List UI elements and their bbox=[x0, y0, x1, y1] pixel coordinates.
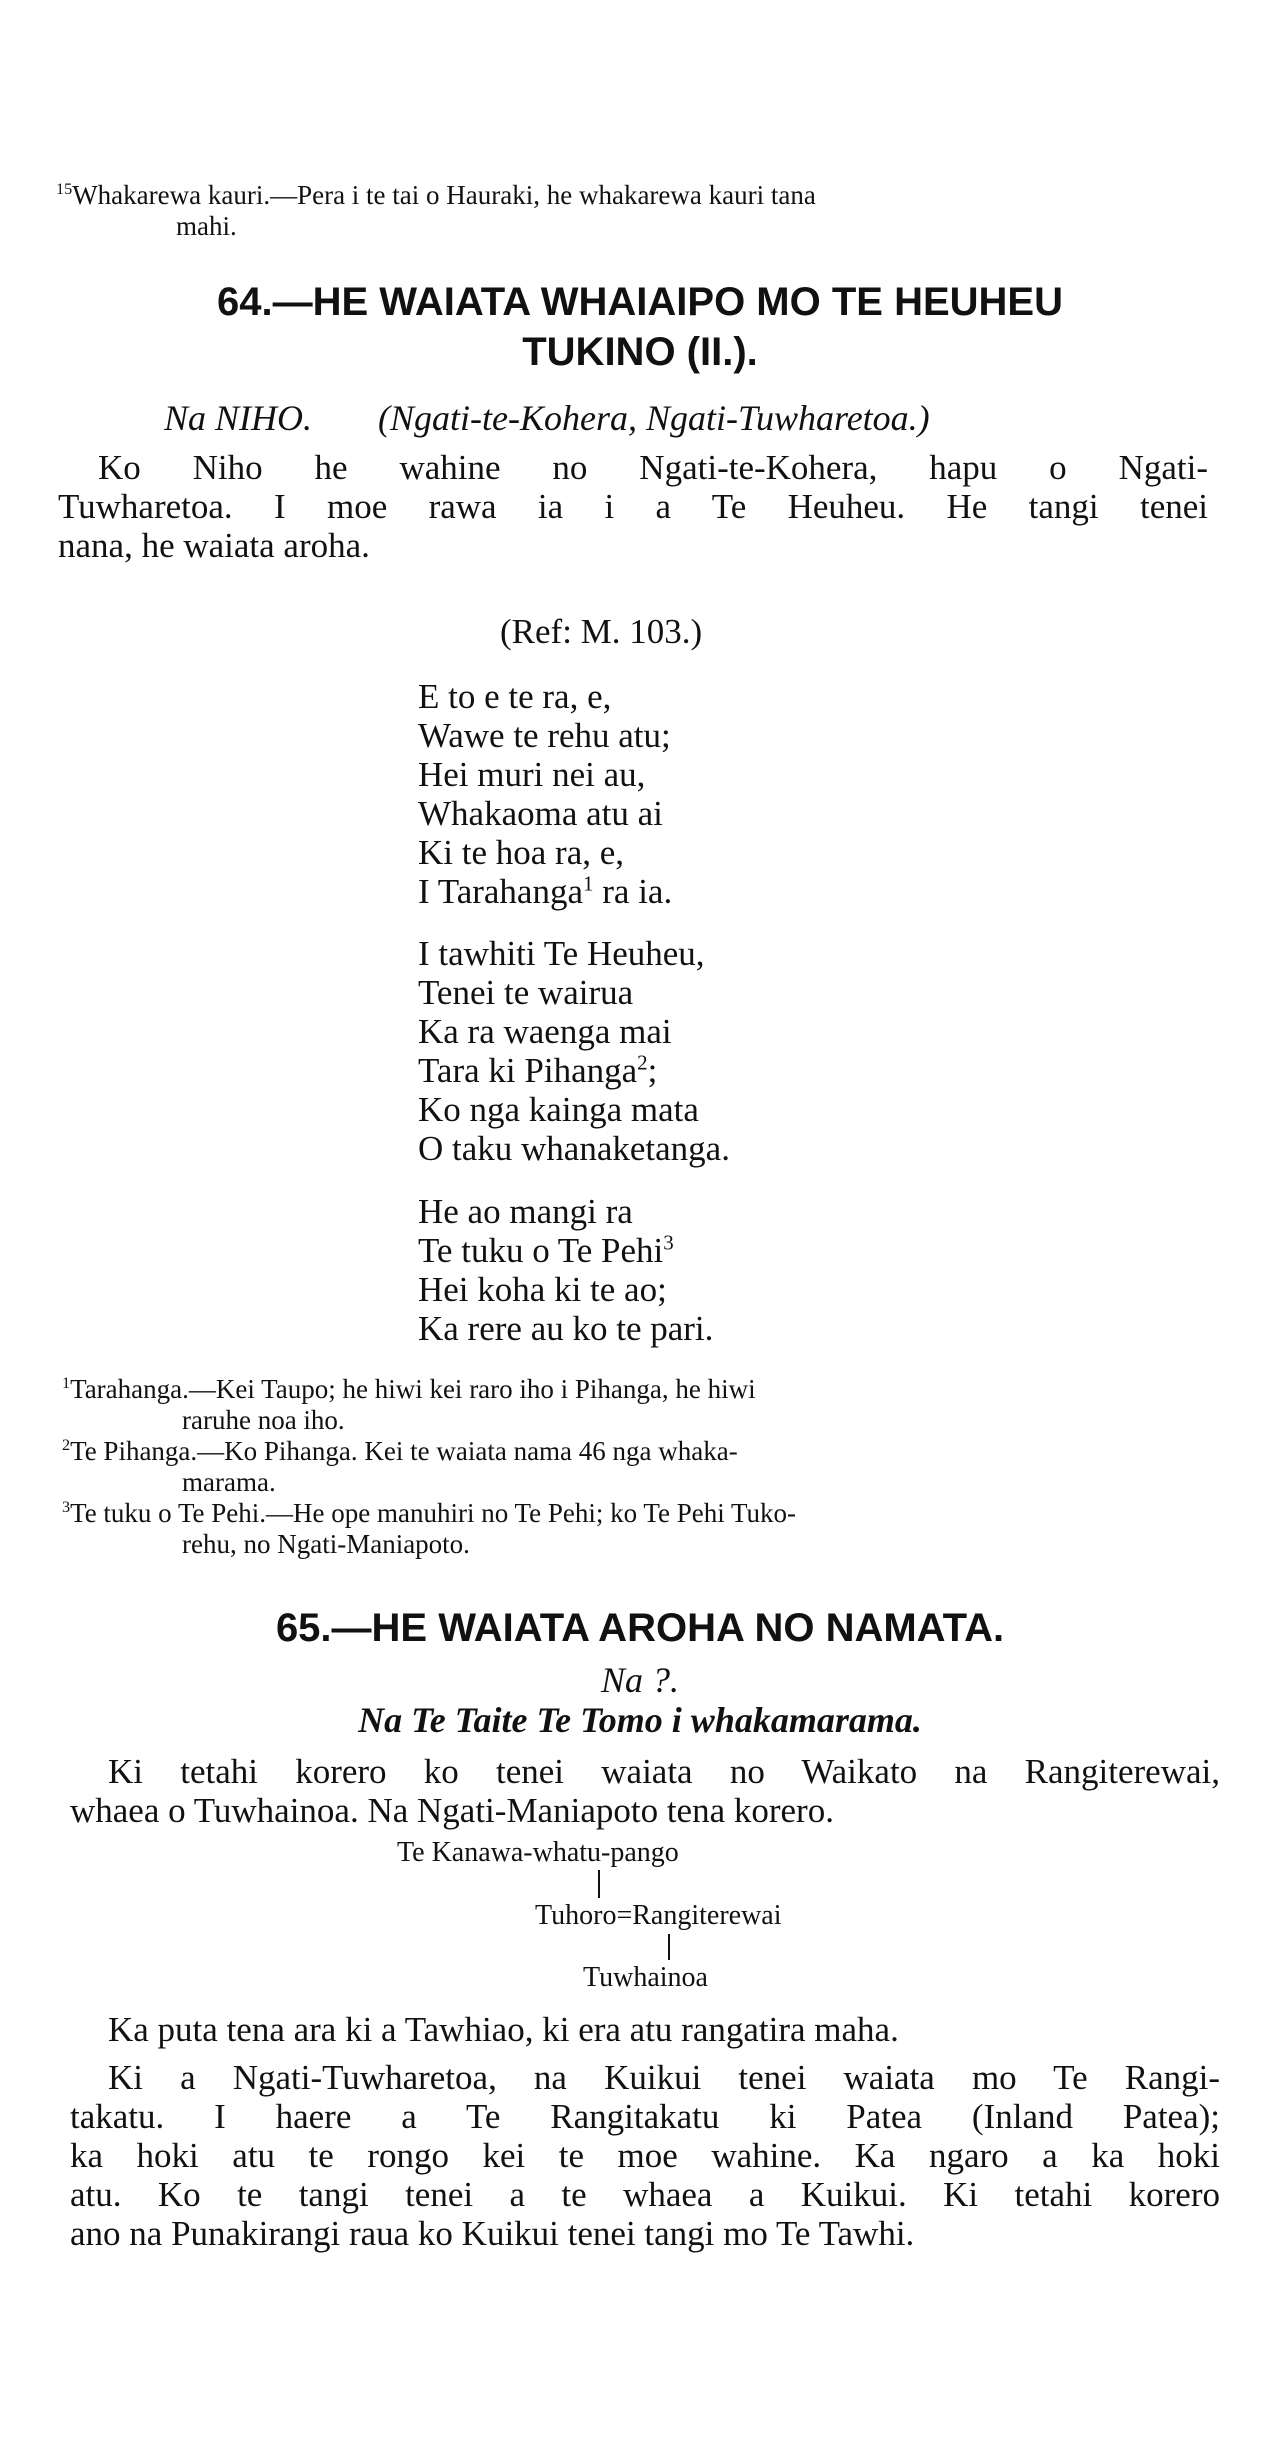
para-line: ano na Punakirangi raua ko Kuikui tenei tangi mo Te Tawhi. bbox=[70, 2214, 915, 2253]
footnote-mark: 2 bbox=[62, 1436, 71, 1454]
footnote-continuation: raruhe noa iho. bbox=[182, 1405, 345, 1435]
genealogy-gen1: Te Kanawa-whatu-pango bbox=[397, 1837, 679, 1868]
footnote-continuation: rehu, no Ngati-Maniapoto. bbox=[182, 1529, 470, 1559]
footnote-mark: 1 bbox=[62, 1374, 71, 1392]
section-65-para3 bbox=[70, 2058, 1220, 2253]
stanza-1 bbox=[418, 677, 672, 911]
genealogy-gen3: Tuwhainoa bbox=[583, 1962, 708, 1993]
section-65-para2: Ka puta tena ara ki a Tawhiao, ki era atu rangatira maha. bbox=[108, 2010, 899, 2049]
genealogy-connector bbox=[598, 1870, 600, 1898]
section-65-intro bbox=[70, 1752, 1220, 1830]
verse-line: Tenei te wairua bbox=[418, 973, 634, 1012]
intro-line: whaea o Tuwhainoa. Na Ngati-Maniapoto tena korero. bbox=[70, 1791, 834, 1830]
verse-line: Ki te hoa ra, e, bbox=[418, 833, 625, 872]
byline-tribe: (Ngati-te-Kohera, Ngati-Tuwharetoa.) bbox=[378, 398, 930, 438]
para-line: Ki a Ngati-Tuwharetoa, na Kuikui tenei waiata mo Te Rangi- bbox=[108, 2058, 1220, 2097]
reference-note: (Ref: M. 103.) bbox=[500, 612, 703, 651]
footnote-3 bbox=[62, 1498, 1222, 1560]
section-65-byline: Na ?. bbox=[600, 1660, 679, 1700]
footnote-text: Te tuku o Te Pehi.—He ope manuhiri no Te Pehi; ko Te Pehi Tuko- bbox=[70, 1498, 796, 1528]
verse-line: Wawe te rehu atu; bbox=[418, 716, 671, 755]
intro-line: Ki tetahi korero ko tenei waiata no Waikato na Rangiterewai, bbox=[108, 1752, 1220, 1791]
verse-text: I Tarahanga bbox=[418, 872, 584, 911]
footnote-text: Whakarewa kauri.—Pera i te tai o Hauraki, he whakarewa kauri tana bbox=[72, 180, 816, 210]
para-line: atu. Ko te tangi tenei a te whaea a Kuikui. Ki tetahi korero bbox=[70, 2175, 1220, 2214]
footnote-2 bbox=[62, 1436, 1222, 1498]
footnote-text: Te Pihanga.—Ko Pihanga. Kei te waiata nama 46 nga whaka- bbox=[70, 1436, 738, 1466]
footnote-ref: 1 bbox=[583, 871, 594, 896]
verse-line bbox=[418, 872, 672, 911]
footnote-1 bbox=[62, 1374, 1222, 1436]
verse-line: Ka ra waenga mai bbox=[418, 1012, 672, 1051]
footnote-mark: 15 bbox=[56, 180, 73, 198]
section-65-heading: 65.—HE WAIATA AROHA NO NAMATA. bbox=[275, 1606, 1005, 1650]
verse-line: I tawhiti Te Heuheu, bbox=[418, 934, 705, 973]
footnote-15 bbox=[56, 180, 1216, 242]
verse-line: Ko nga kainga mata bbox=[418, 1090, 699, 1129]
stanza-2 bbox=[418, 934, 730, 1168]
genealogy-connector bbox=[668, 1934, 670, 1960]
verse-line: Ka rere au ko te pari. bbox=[418, 1309, 714, 1348]
para-line: ka hoki atu te rongo kei te moe wahine. Ka ngaro a ka hoki bbox=[70, 2136, 1220, 2175]
verse-text: ; bbox=[647, 1051, 658, 1090]
genealogy-gen2: Tuhoro=Rangiterewai bbox=[535, 1900, 782, 1931]
footnote-mark: 3 bbox=[62, 1498, 71, 1516]
section-64-heading-line2: TUKINO (II.). bbox=[522, 330, 758, 374]
section-64-heading-line1: 64.—HE WAIATA WHAIAIPO MO TE HEUHEU bbox=[217, 280, 1063, 324]
verse-line: Hei muri nei au, bbox=[418, 755, 646, 794]
intro-line: Ko Niho he wahine no Ngati-te-Kohera, hapu o Ngati- bbox=[98, 448, 1208, 487]
footnote-ref: 2 bbox=[637, 1050, 648, 1075]
verse-line: He ao mangi ra bbox=[418, 1192, 633, 1231]
verse-line: Hei koha ki te ao; bbox=[418, 1270, 667, 1309]
verse-line bbox=[418, 1231, 713, 1270]
para-line: takatu. I haere a Te Rangitakatu ki Patea (Inland Patea); bbox=[70, 2097, 1220, 2136]
verse-line: Whakaoma atu ai bbox=[418, 794, 663, 833]
section-65-byline-explainer: Na Te Taite Te Tomo i whakamarama. bbox=[358, 1700, 922, 1740]
verse-text: Te tuku o Te Pehi bbox=[418, 1231, 664, 1270]
verse-line: O taku whanaketanga. bbox=[418, 1129, 730, 1168]
footnote-continuation: mahi. bbox=[176, 211, 237, 241]
verse-line: E to e te ra, e, bbox=[418, 677, 612, 716]
verse-text: ra ia. bbox=[593, 872, 673, 911]
verse-line bbox=[418, 1051, 730, 1090]
footnotes-section-64 bbox=[62, 1374, 1222, 1560]
intro-line: Tuwharetoa. I moe rawa ia i a Te Heuheu. He tangi tenei bbox=[58, 487, 1208, 526]
intro-line: nana, he waiata aroha. bbox=[58, 526, 370, 565]
footnote-ref: 3 bbox=[663, 1230, 674, 1255]
stanza-3 bbox=[418, 1192, 713, 1348]
verse-text: Tara ki Pihanga bbox=[418, 1051, 638, 1090]
section-64-intro bbox=[58, 448, 1208, 565]
footnote-text: Tarahanga.—Kei Taupo; he hiwi kei raro iho i Pihanga, he hiwi bbox=[70, 1374, 756, 1404]
byline-author: Na NIHO. bbox=[164, 398, 313, 438]
section-64-byline bbox=[164, 398, 1164, 438]
footnote-continuation: marama. bbox=[182, 1467, 276, 1497]
